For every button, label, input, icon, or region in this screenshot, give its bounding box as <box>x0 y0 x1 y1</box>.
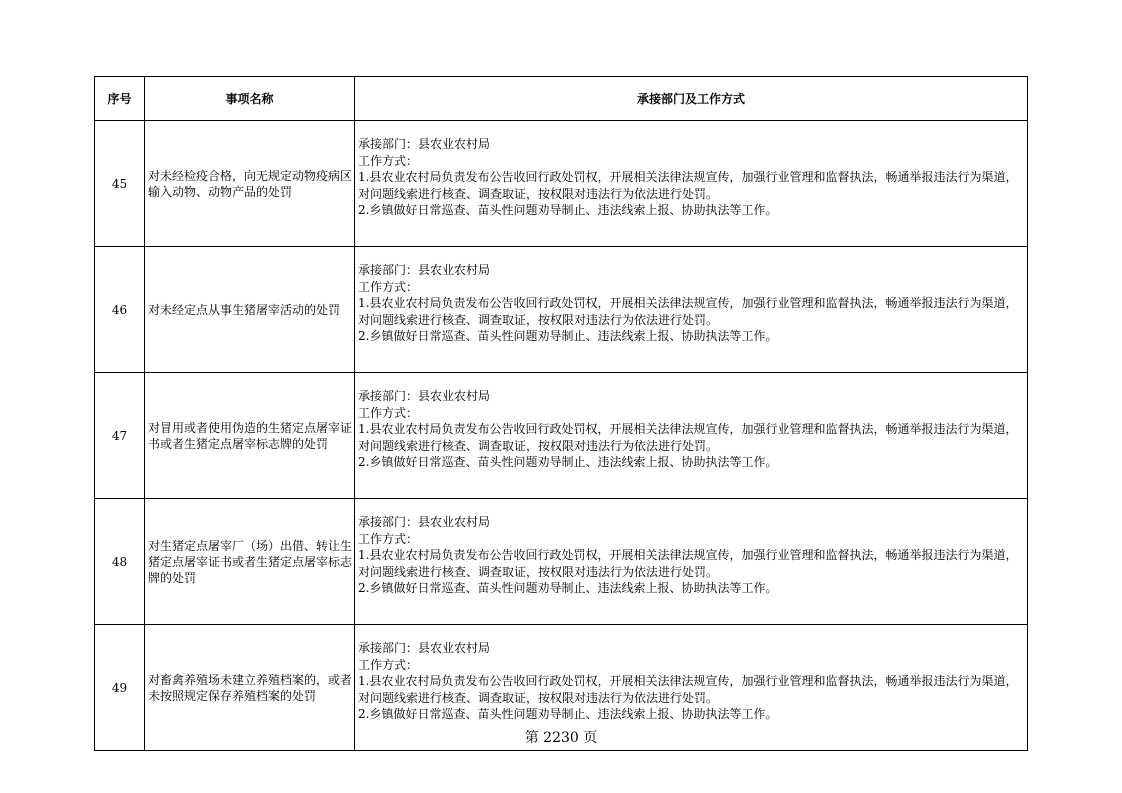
method-item-2: 2.乡镇做好日常巡查、苗头性问题劝导制止、违法线索上报、协助执法等工作。 <box>358 203 778 217</box>
department-method-cell <box>355 373 1028 499</box>
department-line: 承接部门：县农业农村局 <box>358 389 491 403</box>
row-number: 48 <box>95 499 145 625</box>
method-item-2: 2.乡镇做好日常巡查、苗头性问题劝导制止、违法线索上报、协助执法等工作。 <box>358 329 778 343</box>
method-label: 工作方式： <box>358 279 419 294</box>
method-item-1: 1.县农业农村局负责发布公告收回行政处罚权，开展相关法律法规宣传，加强行业管理和监督执法，畅通举报违法行为渠道，对问题线索进行核查、调查取证，按权限对违法行为依法进行处罚。 <box>358 170 1018 201</box>
header-serial-number: 序号 <box>95 77 145 121</box>
method-label: 工作方式： <box>358 153 419 168</box>
header-department-and-method: 承接部门及工作方式 <box>355 77 1028 121</box>
department-line: 承接部门：县农业农村局 <box>358 263 491 277</box>
method-item-1: 1.县农业农村局负责发布公告收回行政处罚权，开展相关法律法规宣传，加强行业管理和监督执法，畅通举报违法行为渠道，对问题线索进行核查、调查取证，按权限对违法行为依法进行处罚。 <box>358 296 1018 327</box>
department-method-cell <box>355 121 1028 247</box>
matter-name: 对畜禽养殖场未建立养殖档案的，或者未按照规定保存养殖档案的处罚 <box>145 625 355 751</box>
row-number: 45 <box>95 121 145 247</box>
department-line: 承接部门：县农业农村局 <box>358 515 491 529</box>
table-row <box>95 373 1028 499</box>
method-label: 工作方式： <box>358 531 419 546</box>
matter-name: 对生猪定点屠宰厂（场）出借、转让生猪定点屠宰证书或者生猪定点屠宰标志牌的处罚 <box>145 499 355 625</box>
method-label: 工作方式： <box>358 657 419 672</box>
method-item-1: 1.县农业农村局负责发布公告收回行政处罚权，开展相关法律法规宣传，加强行业管理和监督执法，畅通举报违法行为渠道，对问题线索进行核查、调查取证，按权限对违法行为依法进行处罚。 <box>358 674 1018 705</box>
row-number: 49 <box>95 625 145 751</box>
row-number: 46 <box>95 247 145 373</box>
department-line: 承接部门：县农业农村局 <box>358 641 491 655</box>
row-number: 47 <box>95 373 145 499</box>
page-number: 第 2230 页 <box>524 730 598 746</box>
header-matter-name: 事项名称 <box>145 77 355 121</box>
matter-name: 对未经定点从事生猪屠宰活动的处罚 <box>145 247 355 373</box>
method-item-1: 1.县农业农村局负责发布公告收回行政处罚权，开展相关法律法规宣传，加强行业管理和监督执法，畅通举报违法行为渠道，对问题线索进行核查、调查取证，按权限对违法行为依法进行处罚。 <box>358 548 1018 579</box>
table-row <box>95 247 1028 373</box>
department-method-cell <box>355 499 1028 625</box>
matters-table <box>94 76 1028 751</box>
table-header-row <box>95 77 1028 121</box>
method-item-2: 2.乡镇做好日常巡查、苗头性问题劝导制止、违法线索上报、协助执法等工作。 <box>358 581 778 595</box>
matter-name: 对冒用或者使用伪造的生猪定点屠宰证书或者生猪定点屠宰标志牌的处罚 <box>145 373 355 499</box>
table-row <box>95 499 1028 625</box>
method-item-1: 1.县农业农村局负责发布公告收回行政处罚权，开展相关法律法规宣传，加强行业管理和监督执法，畅通举报违法行为渠道，对问题线索进行核查、调查取证，按权限对违法行为依法进行处罚。 <box>358 422 1018 453</box>
department-method-cell <box>355 247 1028 373</box>
method-item-2: 2.乡镇做好日常巡查、苗头性问题劝导制止、违法线索上报、协助执法等工作。 <box>358 707 778 721</box>
department-line: 承接部门：县农业农村局 <box>358 137 491 151</box>
method-item-2: 2.乡镇做好日常巡查、苗头性问题劝导制止、违法线索上报、协助执法等工作。 <box>358 455 778 469</box>
table-row <box>95 121 1028 247</box>
matter-name: 对未经检疫合格，向无规定动物疫病区输入动物、动物产品的处罚 <box>145 121 355 247</box>
method-label: 工作方式： <box>358 405 419 420</box>
